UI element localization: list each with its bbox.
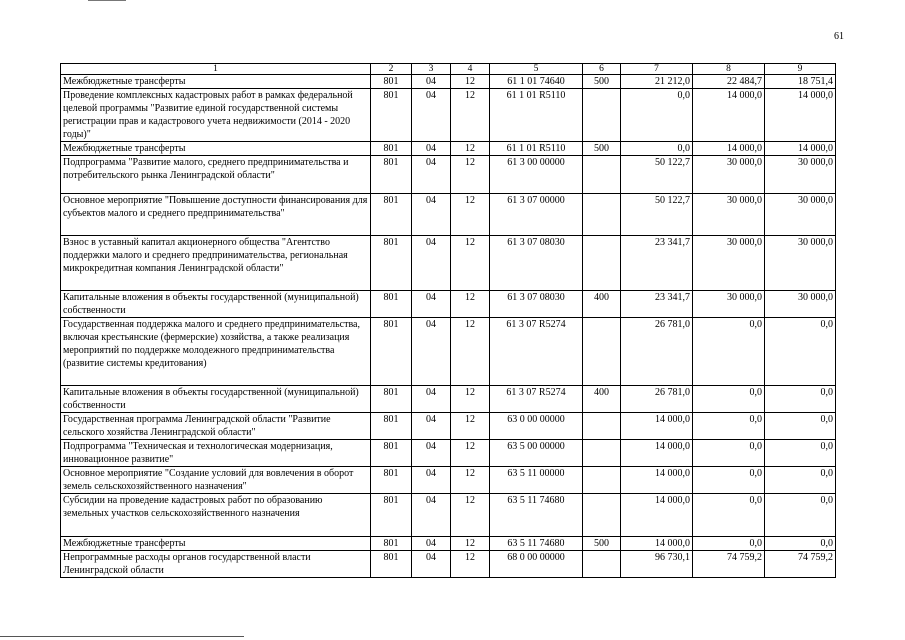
code-ministry: 801 — [371, 89, 412, 142]
amount-col9: 0,0 — [765, 318, 836, 386]
amount-col8: 0,0 — [693, 494, 765, 537]
amount-col8: 74 759,2 — [693, 551, 765, 578]
code-target: 61 3 07 00000 — [490, 194, 583, 236]
amount-col8: 30 000,0 — [693, 156, 765, 194]
bottom-scan-rule — [0, 636, 244, 637]
code-target: 63 0 00 00000 — [490, 413, 583, 440]
code-expense-type — [583, 89, 621, 142]
amount-col9: 14 000,0 — [765, 142, 836, 156]
code-ministry: 801 — [371, 494, 412, 537]
amount-col8: 0,0 — [693, 440, 765, 467]
code-subsection: 12 — [451, 537, 490, 551]
code-expense-type — [583, 413, 621, 440]
amount-col7: 26 781,0 — [621, 318, 693, 386]
table-row — [61, 291, 836, 318]
amount-col9: 0,0 — [765, 440, 836, 467]
code-ministry: 801 — [371, 142, 412, 156]
amount-col9: 14 000,0 — [765, 89, 836, 142]
row-name: Основное мероприятие "Повышение доступности финансирования для субъектов малого и среднего предпринимательства" — [61, 194, 371, 236]
code-expense-type — [583, 494, 621, 537]
code-section: 04 — [412, 89, 451, 142]
row-name: Основное мероприятие "Создание условий для вовлечения в оборот земель сельскохозяйственного назначения" — [61, 467, 371, 494]
row-name: Государственная программа Ленинградской области "Развитие сельского хозяйства Ленинградской области" — [61, 413, 371, 440]
row-name: Подпрограмма "Техническая и технологическая модернизация, инновационное развитие" — [61, 440, 371, 467]
row-name: Подпрограмма "Развитие малого, среднего предпринимательства и потребительского рынка Ленинградской области" — [61, 156, 371, 194]
table-row — [61, 551, 836, 578]
table-row — [61, 156, 836, 194]
amount-col9: 30 000,0 — [765, 236, 836, 291]
amount-col7: 14 000,0 — [621, 440, 693, 467]
code-section: 04 — [412, 194, 451, 236]
code-ministry: 801 — [371, 413, 412, 440]
amount-col9: 0,0 — [765, 413, 836, 440]
code-subsection: 12 — [451, 291, 490, 318]
amount-col9: 0,0 — [765, 386, 836, 413]
budget-table — [60, 63, 836, 578]
amount-col8: 30 000,0 — [693, 194, 765, 236]
column-header: 6 — [583, 64, 621, 75]
row-name: Субсидии на проведение кадастровых работ по образованию земельных участков сельскохозяйственного назначения — [61, 494, 371, 537]
code-section: 04 — [412, 494, 451, 537]
amount-col7: 0,0 — [621, 142, 693, 156]
code-expense-type — [583, 440, 621, 467]
amount-col8: 0,0 — [693, 537, 765, 551]
column-header: 5 — [490, 64, 583, 75]
amount-col9: 0,0 — [765, 537, 836, 551]
amount-col9: 74 759,2 — [765, 551, 836, 578]
code-section: 04 — [412, 467, 451, 494]
amount-col7: 96 730,1 — [621, 551, 693, 578]
code-section: 04 — [412, 318, 451, 386]
code-target: 61 1 01 R5110 — [490, 89, 583, 142]
amount-col8: 22 484,7 — [693, 75, 765, 89]
code-subsection: 12 — [451, 142, 490, 156]
top-scan-rule — [88, 0, 126, 1]
code-target: 61 3 07 08030 — [490, 236, 583, 291]
code-expense-type: 400 — [583, 386, 621, 413]
table-header-row — [61, 64, 836, 75]
code-section: 04 — [412, 551, 451, 578]
code-expense-type — [583, 194, 621, 236]
row-name: Капитальные вложения в объекты государственной (муниципальной) собственности — [61, 291, 371, 318]
table-row — [61, 75, 836, 89]
code-expense-type: 500 — [583, 537, 621, 551]
code-section: 04 — [412, 236, 451, 291]
amount-col8: 14 000,0 — [693, 142, 765, 156]
code-target: 61 3 00 00000 — [490, 156, 583, 194]
amount-col8: 30 000,0 — [693, 236, 765, 291]
amount-col7: 14 000,0 — [621, 494, 693, 537]
column-header: 9 — [765, 64, 836, 75]
amount-col8: 14 000,0 — [693, 89, 765, 142]
code-subsection: 12 — [451, 75, 490, 89]
table-row — [61, 440, 836, 467]
code-section: 04 — [412, 156, 451, 194]
column-header: 1 — [61, 64, 371, 75]
table-row — [61, 236, 836, 291]
code-ministry: 801 — [371, 467, 412, 494]
amount-col9: 30 000,0 — [765, 194, 836, 236]
code-ministry: 801 — [371, 291, 412, 318]
code-expense-type — [583, 236, 621, 291]
code-expense-type: 500 — [583, 75, 621, 89]
code-target: 61 3 07 R5274 — [490, 386, 583, 413]
amount-col9: 0,0 — [765, 467, 836, 494]
row-name: Капитальные вложения в объекты государственной (муниципальной) собственности — [61, 386, 371, 413]
code-expense-type: 400 — [583, 291, 621, 318]
row-name: Межбюджетные трансферты — [61, 537, 371, 551]
code-ministry: 801 — [371, 440, 412, 467]
table-row — [61, 467, 836, 494]
code-expense-type — [583, 551, 621, 578]
row-name: Межбюджетные трансферты — [61, 142, 371, 156]
amount-col7: 14 000,0 — [621, 413, 693, 440]
column-header: 8 — [693, 64, 765, 75]
table-row — [61, 494, 836, 537]
code-target: 63 5 11 74680 — [490, 494, 583, 537]
code-subsection: 12 — [451, 494, 490, 537]
column-header: 3 — [412, 64, 451, 75]
code-ministry: 801 — [371, 386, 412, 413]
column-header: 7 — [621, 64, 693, 75]
amount-col7: 23 341,7 — [621, 236, 693, 291]
code-subsection: 12 — [451, 194, 490, 236]
code-section: 04 — [412, 413, 451, 440]
code-ministry: 801 — [371, 75, 412, 89]
code-subsection: 12 — [451, 386, 490, 413]
amount-col9: 30 000,0 — [765, 291, 836, 318]
code-subsection: 12 — [451, 440, 490, 467]
table-row — [61, 413, 836, 440]
amount-col9: 30 000,0 — [765, 156, 836, 194]
code-section: 04 — [412, 142, 451, 156]
code-subsection: 12 — [451, 236, 490, 291]
table-row — [61, 537, 836, 551]
table-row — [61, 142, 836, 156]
code-target: 61 1 01 74640 — [490, 75, 583, 89]
code-target: 63 5 11 74680 — [490, 537, 583, 551]
row-name: Проведение комплексных кадастровых работ в рамках федеральной целевой программы "Развитие единой государственной системы регистрации прав и кадастрового учета недвижимости (2014 - 2020 годы)" — [61, 89, 371, 142]
row-name: Непрограммные расходы органов государственной власти Ленинградской области — [61, 551, 371, 578]
table-row — [61, 194, 836, 236]
code-subsection: 12 — [451, 413, 490, 440]
column-header: 2 — [371, 64, 412, 75]
code-target: 61 1 01 R5110 — [490, 142, 583, 156]
row-name: Государственная поддержка малого и среднего предпринимательства, включая крестьянские (фермерские) хозяйства, а также реализация мероприятий по поддержке молодежного предпринимательства (развитие системы кредитования) — [61, 318, 371, 386]
amount-col9: 0,0 — [765, 494, 836, 537]
table-row — [61, 318, 836, 386]
code-subsection: 12 — [451, 551, 490, 578]
code-ministry: 801 — [371, 194, 412, 236]
code-target: 63 5 00 00000 — [490, 440, 583, 467]
amount-col7: 21 212,0 — [621, 75, 693, 89]
amount-col9: 18 751,4 — [765, 75, 836, 89]
code-target: 63 5 11 00000 — [490, 467, 583, 494]
code-target: 61 3 07 R5274 — [490, 318, 583, 386]
row-name: Взнос в уставный капитал акционерного общества "Агентство поддержки малого и среднего предпринимательства, региональная микрокредитная компания Ленинградской области" — [61, 236, 371, 291]
table-row — [61, 89, 836, 142]
code-ministry: 801 — [371, 318, 412, 386]
code-expense-type: 500 — [583, 142, 621, 156]
code-subsection: 12 — [451, 318, 490, 386]
column-header: 4 — [451, 64, 490, 75]
code-target: 61 3 07 08030 — [490, 291, 583, 318]
code-section: 04 — [412, 386, 451, 413]
amount-col8: 0,0 — [693, 386, 765, 413]
amount-col8: 0,0 — [693, 413, 765, 440]
table-row — [61, 386, 836, 413]
code-ministry: 801 — [371, 236, 412, 291]
code-subsection: 12 — [451, 467, 490, 494]
code-section: 04 — [412, 537, 451, 551]
code-target: 68 0 00 00000 — [490, 551, 583, 578]
amount-col7: 14 000,0 — [621, 467, 693, 494]
code-ministry: 801 — [371, 551, 412, 578]
amount-col7: 0,0 — [621, 89, 693, 142]
code-ministry: 801 — [371, 156, 412, 194]
row-name: Межбюджетные трансферты — [61, 75, 371, 89]
code-section: 04 — [412, 440, 451, 467]
code-section: 04 — [412, 291, 451, 318]
code-expense-type — [583, 318, 621, 386]
amount-col7: 14 000,0 — [621, 537, 693, 551]
amount-col7: 23 341,7 — [621, 291, 693, 318]
amount-col7: 50 122,7 — [621, 156, 693, 194]
amount-col8: 30 000,0 — [693, 291, 765, 318]
code-subsection: 12 — [451, 89, 490, 142]
amount-col7: 26 781,0 — [621, 386, 693, 413]
code-expense-type — [583, 156, 621, 194]
code-ministry: 801 — [371, 537, 412, 551]
amount-col8: 0,0 — [693, 467, 765, 494]
code-section: 04 — [412, 75, 451, 89]
amount-col7: 50 122,7 — [621, 194, 693, 236]
page-number: 61 — [834, 31, 844, 42]
code-expense-type — [583, 467, 621, 494]
amount-col8: 0,0 — [693, 318, 765, 386]
code-subsection: 12 — [451, 156, 490, 194]
